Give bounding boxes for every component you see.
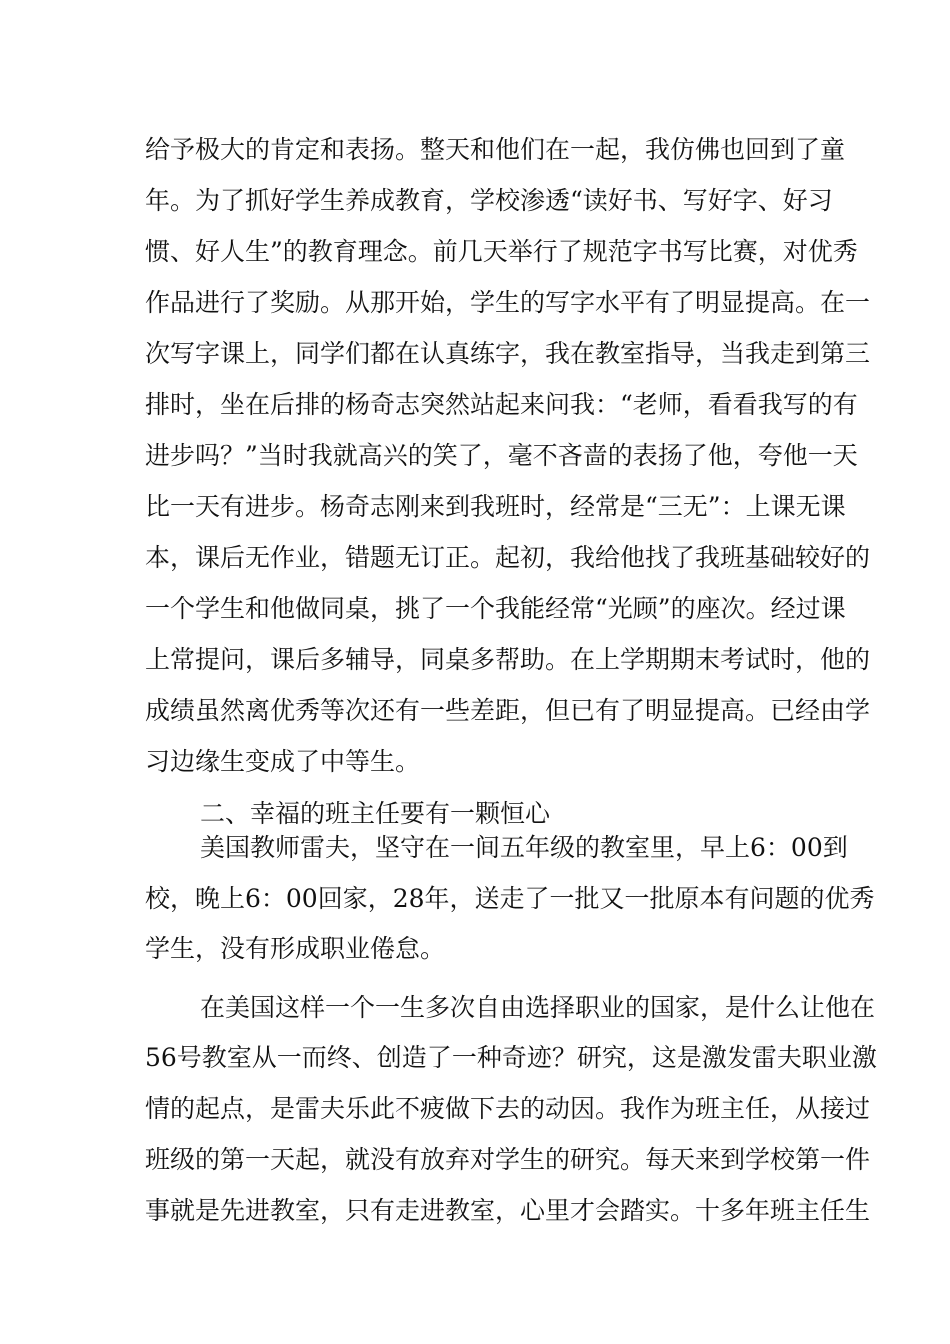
paragraph-line: 给予极大的肯定和表扬。整天和他们在一起，我仿佛也回到了童: [145, 135, 846, 164]
paragraph-line: 上常提问，课后多辅导，同桌多帮助。在上学期期末考试时，他的: [145, 645, 871, 674]
paragraph-line: 美国教师雷夫，坚守在一间五年级的教室里，早上6：00到: [200, 833, 848, 862]
paragraph-line: 比一天有进步。杨奇志刚来到我班时，经常是“三无”：上课无课: [145, 492, 846, 521]
paragraph-line: 进步吗？”当时我就高兴的笑了，毫不吝啬的表扬了他，夸他一天: [145, 441, 858, 470]
paragraph-line: 排时，坐在后排的杨奇志突然站起来问我：“老师，看看我写的有: [145, 390, 858, 419]
paragraph-line: 事就是先进教室，只有走进教室，心里才会踏实。十多年班主任生: [145, 1196, 871, 1225]
paragraph-line: 在美国这样一个一生多次自由选择职业的国家，是什么让他在: [200, 993, 876, 1022]
paragraph-line: 校，晚上6：00回家，28年，送走了一批又一批原本有问题的优秀: [145, 884, 875, 913]
paragraph-line: 一个学生和他做同桌，挑了一个我能经常“光顾”的座次。经过课: [145, 594, 846, 623]
section-heading: 二、幸福的班主任要有一颗恒心: [200, 799, 551, 828]
paragraph-line: 次写字课上，同学们都在认真练字，我在教室指导，当我走到第三: [145, 339, 871, 368]
paragraph-line: 班级的第一天起，就没有放弃对学生的研究。每天来到学校第一件: [145, 1145, 871, 1174]
paragraph-line: 学生，没有形成职业倦怠。: [145, 934, 446, 963]
paragraph-line: 56号教室从一而终、创造了一种奇迹？研究，这是激发雷夫职业激: [145, 1043, 877, 1072]
paragraph-line: 习边缘生变成了中等生。: [145, 747, 421, 776]
paragraph-line: 作品进行了奖励。从那开始，学生的写字水平有了明显提高。在一: [145, 288, 871, 317]
paragraph-line: 情的起点，是雷夫乐此不疲做下去的动因。我作为班主任，从接过: [145, 1094, 871, 1123]
paragraph-line: 年。为了抓好学生养成教育，学校渗透“读好书、写好字、好习: [145, 186, 833, 215]
paragraph-line: 惯、好人生”的教育理念。前几天举行了规范字书写比赛，对优秀: [145, 237, 858, 266]
paragraph-line: 本，课后无作业，错题无订正。起初，我给他找了我班基础较好的: [145, 543, 871, 572]
paragraph-line: 成绩虽然离优秀等次还有一些差距，但已有了明显提高。已经由学: [145, 696, 871, 725]
